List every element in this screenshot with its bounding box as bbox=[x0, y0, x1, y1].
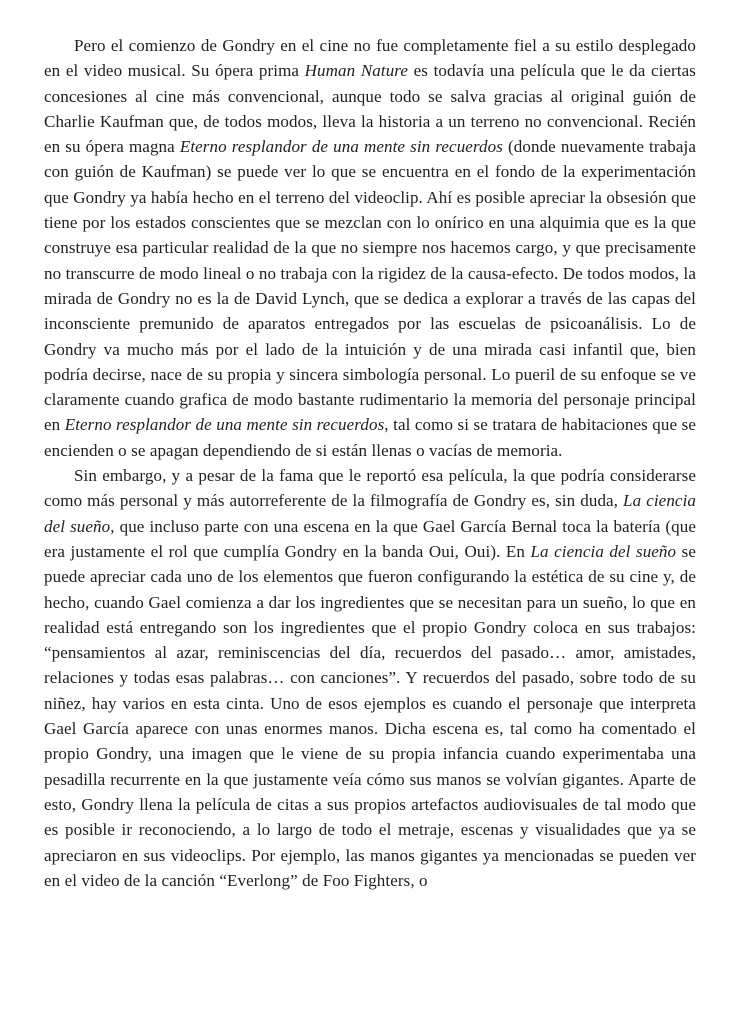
text-segment: es todavía una película que le da ciertas concesiones al cine más convencional, aunque todo se salva gracias al original guión de Charlie Kaufman que, de todos modos, lleva la historia a un terreno no convencional. Recién en su ópera magna bbox=[44, 61, 696, 157]
text-segment: Sin embargo, y a pesar de la fama que le reportó esa película, la que podría considerarse como más personal y más autorreferente de la filmografía de Gondry es, sin duda, bbox=[44, 466, 696, 511]
text-segment: se puede apreciar cada uno de los elementos que fueron configurando la estética de su cine y, de hecho, cuando Gael comienza a dar los ingredientes que se necesitan para un sueño, lo que en realidad está entregando son los ingredientes que el propio Gondry coloca en sus trabajos: “pensamientos al azar, reminiscencias del día, recuerdos del pasado… amor, amistades, relaciones y todas esas palabras… con canciones”. Y recuerdos del pasado, sobre todo de su niñez, hay varios en esta cinta. Uno de esos ejemplos es cuando el personaje que interpreta Gael García aparece con unas enormes manos. Dicha escena es, tal como ha comentado el propio Gondry, una imagen que le viene de su propia infancia cuando experimentaba una pesadilla recurrente en la que justamente veía cómo sus manos se volvían gigantes. Aparte de esto, Gondry llena la película de citas a sus propios artefactos audiovisuales de tal modo que es posible ir reconociendo, a lo largo de todo el metraje, escenas y visualidades que ya se apreciaron en sus videoclips. Por ejemplo, las manos gigantes ya mencionadas se pueden ver en el video de la canción “Everlong” de Foo Fighters, o bbox=[44, 541, 696, 890]
paragraph-2 bbox=[44, 463, 696, 893]
italic-text-segment: La ciencia del sueño bbox=[530, 541, 677, 561]
italic-text-segment: La ciencia del sueño bbox=[44, 491, 696, 536]
text-column bbox=[44, 33, 696, 893]
italic-text-segment: Human Nature bbox=[304, 61, 409, 81]
italic-text-segment: Eterno resplandor de una mente sin recuerdos bbox=[179, 137, 503, 157]
text-segment: (donde nuevamente trabaja con guión de Kaufman) se puede ver lo que se encuentra en el fondo de la experimentación que Gondry ya había hecho en el terreno del videoclip. Ahí es posible apreciar la obsesión que tiene por los estados conscientes que se mezclan con lo onírico en una alquimia que es la que construye esa particular realidad de la que no siempre nos hacemos cargo, y que precisamente no transcurre de modo lineal o no trabaja con la rigidez de la causa-efecto. De todos modos, la mirada de Gondry no es la de David Lynch, que se dedica a explorar a través de las capas del inconsciente premunido de aparatos entregados por las escuelas de psicoanálisis. Lo de Gondry va mucho más por el lado de la intuición y de una mirada casi infantil que, bien podría decirse, nace de su propia y sincera simbología personal. Lo pueril de su enfoque se ve claramente cuando grafica de modo bastante rudimentario la memoria del personaje principal en bbox=[44, 137, 696, 435]
text-segment: , tal como si se tratara de habitaciones que se encienden o se apagan dependiendo de si están llenas o vacías de memoria. bbox=[44, 415, 696, 460]
text-segment: Pero el comienzo de Gondry en el cine no fue completamente fiel a su estilo desplegado en el video musical. Su ópera prima bbox=[44, 36, 696, 81]
italic-text-segment: Eterno resplandor de una mente sin recuerdos bbox=[64, 415, 385, 435]
text-segment: , que incluso parte con una escena en la que Gael García Bernal toca la batería (que era justamente el rol que cumplía Gondry en la banda Oui, Oui). En bbox=[44, 516, 696, 561]
paragraph-1 bbox=[44, 33, 696, 463]
